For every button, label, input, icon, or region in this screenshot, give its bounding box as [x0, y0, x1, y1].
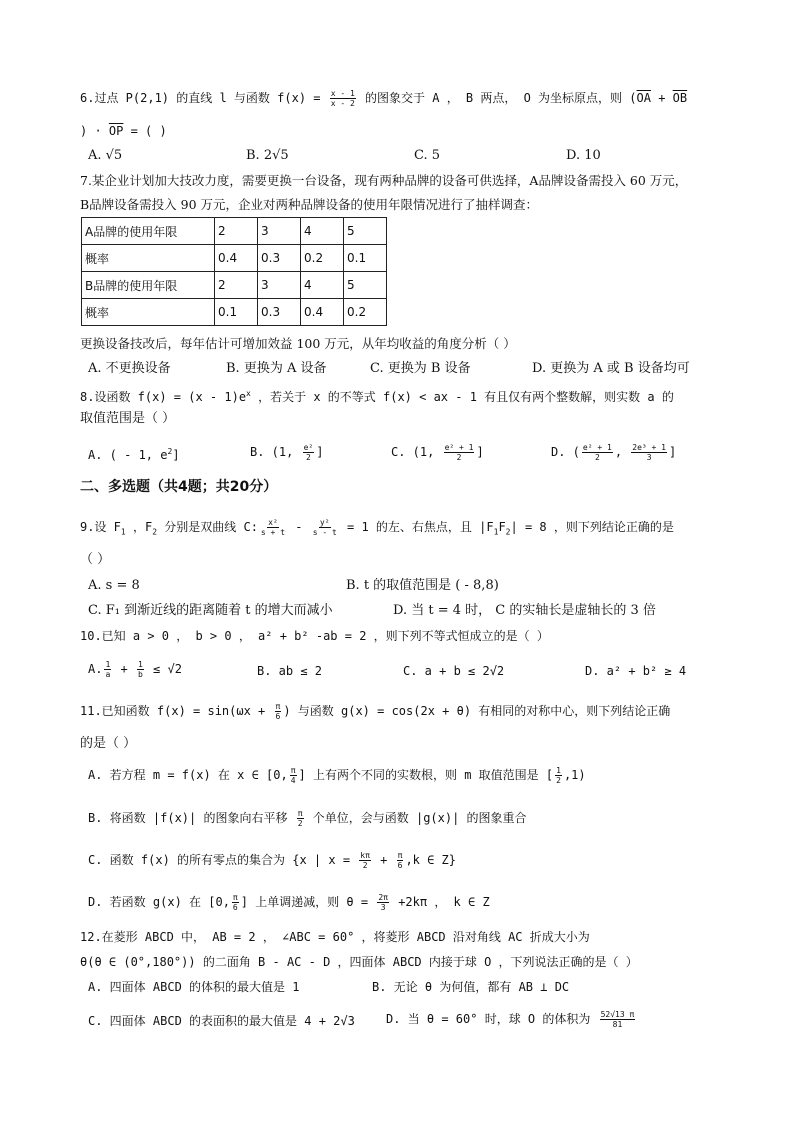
q6-plus: + [650, 91, 673, 105]
q10-option-a [88, 660, 182, 679]
q9-option-b: B. t 的取值范围是 ( - 8,8) [346, 578, 499, 593]
q8-b-pre: B. (1, [250, 445, 301, 459]
q11-fraction [275, 702, 282, 721]
q11-c-post: ,k ∈ Z} [405, 853, 457, 867]
q12-stem-line2: θ(θ ∈ (0°,180°)) 的二面角 B - AC - D ，四面体 ABCD 内接于球 O ，下列说法正确的是（ ） [80, 955, 638, 969]
table-cell: 0.3 [258, 299, 301, 326]
table-row [82, 272, 387, 299]
q12-stem-line1: 12.在菱形 ABCD 中， AB = 2 ， ∠ABC = 60° ，将菱形 ABCD 沿对角线 AC 折成大小为 [80, 930, 590, 944]
q11-b-fraction [297, 809, 304, 828]
q11-stem-line1 [80, 702, 670, 721]
q9-sub4: 2 [505, 527, 511, 537]
q7-option-d: D. 更换为 A 或 B 设备均可 [532, 361, 690, 376]
q9-sub1: 1 [120, 527, 126, 537]
q11-text-a: 11.已知函数 f(x) = sin(ωx + [80, 704, 273, 718]
q11-a-den2: 2 [556, 776, 561, 785]
q12-option-b: B. 无论 θ 为何值，都有 AB ⊥ DC [372, 980, 570, 994]
table-cell: 0.2 [344, 299, 387, 326]
q7-usage-table [81, 217, 387, 326]
q10-a-fraction-1 [104, 660, 111, 679]
q6-option-c: C. 5 [414, 148, 441, 163]
table-cell: A品牌的使用年限 [82, 218, 215, 245]
q12-option-d [386, 1010, 637, 1029]
table-cell: 0.4 [301, 299, 344, 326]
q8-text-b: ，若关于 x 的不等式 f(x) < ax - 1 有且仅有两个整数解，则实数 a 的 [250, 390, 674, 404]
q6-text-a: 6.过点 P(2,1) 的直线 l 与函数 f(x) = [80, 91, 328, 105]
table-cell: 5 [344, 218, 387, 245]
q8-a-pre: A. ( - 1, e [88, 448, 168, 462]
q8-exponent: x [246, 389, 251, 398]
q11-d-post: +2kπ ， k ∈ Z [390, 895, 490, 909]
q11-option-b [88, 809, 527, 828]
q7-stem-line1: 7.某企业计划加大技改力度，需要更换一台设备，现有两种品牌的设备可供选择，A品牌设备需投入 60 万元， [80, 173, 688, 188]
table-cell: 3 [258, 218, 301, 245]
q9-minus: - [288, 520, 310, 534]
q9-den2: s - t [312, 528, 337, 537]
q11-option-c [88, 851, 456, 870]
q11-stem-line2: 的是（ ） [80, 736, 137, 751]
q8-b-num: e² [303, 443, 314, 452]
q11-text-b: ) 与函数 g(x) = cos(2x + θ) 有相同的对称中心，则下列结论正确 [283, 704, 671, 718]
q12-option-a: A. 四面体 ABCD 的体积的最大值是 1 [88, 980, 300, 994]
q12-d-fraction [600, 1010, 636, 1029]
q9-text-a: 9.设 F [80, 520, 121, 534]
q11-c-fraction-1 [359, 851, 371, 870]
q8-b-fraction [303, 443, 315, 462]
q8-d-fraction-1 [582, 443, 613, 462]
table-cell: 0.3 [258, 245, 301, 272]
q9-text-c: 分别是双曲线 C: [157, 520, 258, 534]
q7-option-b: B. 更换为 A 设备 [226, 361, 327, 376]
q8-option-c [391, 443, 484, 462]
table-cell: 2 [215, 272, 258, 299]
q11-a-num2: 1 [556, 766, 561, 775]
q9-fraction-1 [260, 518, 286, 537]
q9-text-d: = 1 的左、右焦点，且 |F [339, 520, 494, 534]
q8-c-post: ] [476, 445, 484, 459]
q6-frac-num: x - 1 [330, 89, 355, 98]
q12-d-den: 81 [612, 1020, 623, 1029]
q11-den: 6 [275, 712, 281, 721]
q8-stem-line1 [80, 385, 674, 406]
q11-b-num: π [297, 809, 303, 818]
q8-a-sup: 2 [167, 447, 173, 456]
q11-c-fraction-2 [397, 851, 404, 870]
q9-text-e: F [498, 520, 506, 534]
q6-text-d: = ( ) [123, 124, 167, 138]
q10-a-den2: b [137, 670, 143, 679]
q9-text-b: ，F [125, 520, 153, 534]
q11-b-post: 个单位，会与函数 |g(x)| 的图象重合 [305, 811, 527, 825]
q9-stem-line1 [80, 518, 674, 541]
q11-option-a [88, 766, 586, 785]
q6-stem-line1 [80, 89, 687, 108]
q9-stem-line2: （ ） [80, 552, 111, 567]
q8-d-sep: , [614, 445, 630, 459]
q11-c-pre: C. 函数 f(x) 的所有零点的集合为 {x | x = [88, 853, 358, 867]
q11-c-num: kπ [360, 851, 370, 860]
q6-option-b: B. 2√5 [246, 148, 289, 163]
q6-text-c: ) · [80, 124, 109, 138]
q6-option-d: D. 10 [566, 148, 601, 163]
q10-a-post: ≤ √2 [145, 662, 182, 676]
q9-option-a: A. s = 8 [88, 578, 140, 593]
table-cell: B品牌的使用年限 [82, 272, 215, 299]
q11-a-num: π [290, 766, 296, 775]
table-cell: 0.4 [215, 245, 258, 272]
q9-den1: s + t [260, 528, 286, 537]
q8-option-a [88, 443, 180, 464]
q8-c-fraction [444, 443, 475, 462]
table-cell: 2 [215, 218, 258, 245]
q10-a-num2: 1 [137, 660, 143, 669]
q11-c-den: 2 [362, 861, 368, 870]
table-cell: 5 [344, 272, 387, 299]
q6-frac-den: x - 2 [330, 99, 355, 108]
q8-a-post: ] [172, 448, 180, 462]
q11-a-post: ,1) [563, 768, 586, 782]
q12-d-pre: D. 当 θ = 60° 时，球 O 的体积为 [386, 1012, 598, 1026]
q11-b-den: 2 [297, 819, 303, 828]
q10-a-num1: 1 [105, 660, 111, 669]
q11-d-num2: 2π [378, 893, 388, 902]
table-row [82, 245, 387, 272]
q8-option-b [250, 443, 323, 462]
q12-option-c: C. 四面体 ABCD 的表面积的最大值是 4 + 2√3 [88, 1014, 355, 1028]
q8-d-fraction-2 [631, 443, 667, 462]
q10-option-d: D. a² + b² ≥ 4 [585, 664, 687, 678]
q9-num2: y² [319, 518, 330, 527]
q11-d-pre: D. 若函数 g(x) 在 [0, [88, 895, 230, 909]
q9-fraction-2 [312, 518, 338, 537]
q6-stem-line2 [80, 122, 167, 140]
q8-d-den2: 3 [646, 453, 652, 462]
q8-d-post: ] [668, 445, 677, 459]
q10-option-c: C. a + b ≤ 2√2 [403, 664, 505, 678]
q9-text-f: | = 8 ，则下列结论正确的是 [510, 520, 674, 534]
q8-option-d [551, 443, 676, 462]
table-row [82, 218, 387, 245]
q6-vector-oa: $\overline{OA}$ [636, 91, 651, 105]
q10-a-pre: A. [88, 662, 103, 676]
q11-c-plus: + [372, 853, 395, 867]
q10-option-b: B. ab ≤ 2 [257, 664, 323, 678]
table-cell: 0.1 [344, 245, 387, 272]
q6-text-b: 的图象交于 A ， B 两点， O 为坐标原点，则 ( [357, 91, 637, 105]
q8-stem-line2: 取值范围是（ ） [80, 411, 176, 426]
q11-a-pre: A. 若方程 m = f(x) 在 x ∈ [0, [88, 768, 288, 782]
q8-text-a: 8.设函数 f(x) = (x - 1)e [80, 390, 247, 404]
q9-option-c: C. F₁ 到渐近线的距离随着 t 的增大而减小 [88, 603, 333, 618]
q8-c-den: 2 [456, 453, 462, 462]
q11-d-mid: ] 上单调递减，则 θ = [240, 895, 376, 909]
q11-d-fraction-2 [377, 893, 389, 912]
q6-vector-op: $\overline{OP}$ [108, 124, 124, 138]
q7-stem-line2: B品牌设备需投入 90 万元，企业对两种品牌设备的使用年限情况进行了抽样调查： [80, 197, 539, 212]
q9-sub2: 2 [152, 527, 158, 537]
q11-d-den: 6 [232, 903, 238, 912]
table-cell: 4 [301, 272, 344, 299]
q11-b-pre: B. 将函数 |f(x)| 的图象向右平移 [88, 811, 295, 825]
q8-b-den: 2 [305, 453, 311, 462]
q6-fraction [330, 89, 356, 108]
table-row [82, 299, 387, 326]
q7-stem-line3: 更换设备技改后，每年估计可增加效益 100 万元，从年均收益的角度分析（ ） [80, 336, 516, 351]
q9-sub3: 1 [493, 527, 499, 537]
q10-a-fraction-2 [137, 660, 144, 679]
q6-option-a: A. √5 [88, 148, 123, 163]
table-cell: 4 [301, 218, 344, 245]
q10-a-den1: a [105, 670, 111, 679]
q8-d-num2: 2e³ + 1 [632, 443, 666, 452]
q12-d-num: 52√13 π [600, 1010, 635, 1019]
q7-option-a: A. 不更换设备 [88, 361, 171, 376]
q11-a-fraction-1 [290, 766, 297, 785]
q11-num: π [275, 702, 281, 711]
q9-num1: x² [268, 518, 278, 527]
q9-option-d: D. 当 t = 4 时， C 的实轴长是虚轴长的 3 倍 [393, 603, 656, 618]
q10-stem: 10.已知 a > 0 ， b > 0 ， a² + b² -ab = 2 ，则下列不等式恒成立的是（ ） [80, 629, 549, 643]
q10-a-plus: + [113, 662, 135, 676]
section-title: 二、多选题（共4题；共20分） [80, 479, 278, 495]
q11-option-d [88, 893, 490, 912]
q8-d-num1: e² + 1 [582, 443, 612, 452]
table-cell: 概率 [82, 299, 215, 326]
q11-a-den: 4 [290, 776, 296, 785]
q11-d-den2: 3 [380, 903, 386, 912]
q11-a-mid: ] 上有两个不同的实数根，则 m 取值范围是 [ [298, 768, 554, 782]
table-cell: 0.1 [215, 299, 258, 326]
q8-c-num: e² + 1 [444, 443, 474, 452]
q8-b-post: ] [316, 445, 324, 459]
q8-d-den1: 2 [594, 453, 600, 462]
q11-d-num: π [232, 893, 238, 902]
table-cell: 3 [258, 272, 301, 299]
table-cell: 0.2 [301, 245, 344, 272]
q7-option-c: C. 更换为 B 设备 [370, 361, 471, 376]
q11-c-num2: π [397, 851, 403, 860]
q8-d-pre: D. ( [551, 445, 580, 459]
q11-d-fraction-1 [232, 893, 239, 912]
q8-c-pre: C. (1, [391, 445, 442, 459]
q6-vector-ob: $\overline{OB}$ [672, 91, 688, 105]
table-cell: 概率 [82, 245, 215, 272]
q11-a-fraction-2 [555, 766, 562, 785]
q11-c-den2: 6 [397, 861, 403, 870]
